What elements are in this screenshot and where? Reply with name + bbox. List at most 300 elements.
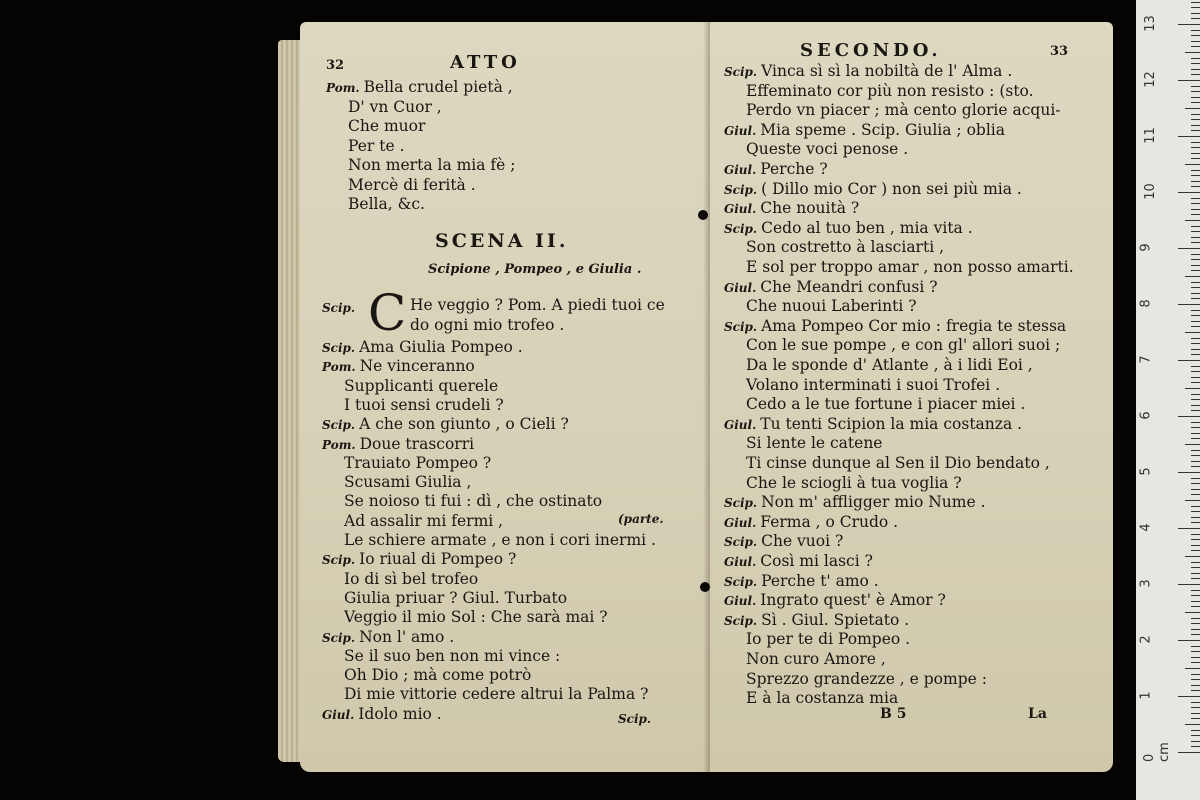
- ruler-tick: [1191, 702, 1200, 703]
- ruler-tick: [1191, 674, 1200, 675]
- text-line: [746, 258, 1074, 277]
- line-text: Che Meandri confusi ?: [760, 277, 938, 296]
- ruler-tick: [1185, 668, 1200, 669]
- ruler-tick: [1191, 203, 1200, 204]
- ruler-tick: [1191, 58, 1200, 59]
- ruler-tick: [1191, 102, 1200, 103]
- ruler-tick: [1191, 7, 1200, 8]
- text-line: [746, 650, 886, 669]
- line-text: Perche t' amo .: [761, 571, 879, 590]
- ruler-tick: [1191, 735, 1200, 736]
- ruler-tick: [1191, 142, 1200, 143]
- text-line: [344, 589, 567, 608]
- ruler-tick: [1185, 388, 1200, 389]
- ruler-number: 3: [1138, 579, 1154, 588]
- ruler-tick: [1191, 371, 1200, 372]
- text-line: [746, 336, 1060, 355]
- text-line: [348, 176, 476, 195]
- text-line: [344, 647, 560, 666]
- ruler-tick: [1191, 422, 1200, 423]
- line-text: Ama Giulia Pompeo .: [359, 338, 523, 356]
- ruler-tick: [1191, 455, 1200, 456]
- text-line: [322, 628, 454, 648]
- line-text: Scusami Giulia ,: [344, 473, 472, 492]
- ruler-tick: [1191, 478, 1200, 479]
- ruler-tick: [1191, 158, 1200, 159]
- line-text: Da le sponde d' Atlante , à i lidi Eoi ,: [746, 356, 1033, 374]
- ruler-tick: [1191, 746, 1200, 747]
- ruler-tick: [1191, 18, 1200, 19]
- ruler-tick: [1191, 399, 1200, 400]
- text-line: [344, 512, 503, 531]
- ruler-tick: [1191, 214, 1200, 215]
- ruler-tick: [1191, 730, 1200, 731]
- ruler-tick: [1191, 741, 1200, 742]
- text-line: [348, 137, 405, 156]
- ruler-tick: [1191, 310, 1200, 311]
- line-text: Mercè di ferità .: [348, 175, 476, 194]
- speaker-label: Giul.: [724, 594, 757, 609]
- text-line: [724, 415, 1022, 435]
- ruler-tick: [1191, 175, 1200, 176]
- page-number-right: 33: [1050, 44, 1069, 59]
- text-line: [724, 121, 1005, 141]
- ruler-tick: [1191, 517, 1200, 518]
- text-line: [746, 101, 1061, 120]
- text-line: [746, 356, 1033, 375]
- ruler-tick: [1191, 69, 1200, 70]
- ruler-tick: [1191, 461, 1200, 462]
- ruler-tick: [1191, 242, 1200, 243]
- ruler-tick: [1191, 153, 1200, 154]
- speaker-label: Scip.: [322, 341, 356, 355]
- ruler-tick: [1191, 494, 1200, 495]
- text-line: [746, 376, 1000, 395]
- ruler-tick: [1178, 752, 1200, 753]
- line-text: Con le sue pompe , e con gl' allori suoi ;: [746, 336, 1061, 355]
- line-text: Mia speme . Scip. Giulia ; oblia: [760, 120, 1005, 139]
- ruler-tick: [1191, 539, 1200, 540]
- ruler-tick: [1191, 438, 1200, 439]
- line-text: Non curo Amore ,: [746, 650, 886, 668]
- text-line: [724, 317, 1066, 337]
- text-line: [348, 98, 442, 117]
- ruler-tick: [1191, 226, 1200, 227]
- text-line: [344, 454, 491, 473]
- text-line: [724, 591, 946, 611]
- ruler-tick: [1178, 248, 1200, 249]
- ruler-tick: [1185, 220, 1200, 221]
- first-line-a: He veggio ? Pom. A piedi tuoi ce: [410, 296, 665, 314]
- line-text: Ama Pompeo Cor mio : fregia te stessa: [761, 316, 1067, 335]
- speaker-label: Giul.: [724, 515, 757, 530]
- ruler-tick: [1178, 24, 1200, 25]
- binding-hole: [700, 582, 710, 592]
- first-line-b: do ogni mio trofeo .: [410, 316, 565, 334]
- text-line: [746, 670, 987, 689]
- line-text: Io per te di Pompeo .: [746, 630, 911, 649]
- line-text: Se il suo ben non mi vince :: [344, 646, 561, 665]
- margin-note: (parte.: [618, 512, 664, 526]
- ruler-tick: [1191, 125, 1200, 126]
- text-line: [348, 117, 425, 136]
- ruler-tick: [1178, 472, 1200, 473]
- line-text: Che nouità ?: [760, 199, 860, 218]
- ruler-tick: [1191, 657, 1200, 658]
- ruler-tick: [1191, 287, 1200, 288]
- text-line: [344, 666, 531, 685]
- ruler-tick: [1191, 298, 1200, 299]
- ruler-tick: [1191, 651, 1200, 652]
- text-line: [344, 685, 648, 704]
- line-text: Effeminato cor più non resisto : (sto.: [746, 81, 1034, 100]
- speaker-label: Scip.: [724, 319, 758, 334]
- text-line: [344, 473, 471, 492]
- text-line: [746, 395, 1025, 414]
- ruler-tick: [1191, 114, 1200, 115]
- ruler-tick: [1191, 2, 1200, 3]
- line-text: Io di sì bel trofeo: [344, 569, 479, 588]
- ruler-number: 12: [1142, 71, 1158, 88]
- text-line: [322, 435, 474, 455]
- catchword-right: La: [1028, 706, 1047, 722]
- ruler-tick: [1191, 618, 1200, 619]
- ruler-tick: [1191, 410, 1200, 411]
- ruler-tick: [1191, 433, 1200, 434]
- ruler-tick: [1191, 181, 1200, 182]
- text-line: [724, 62, 1012, 82]
- text-line: [348, 195, 425, 214]
- ruler-tick: [1191, 97, 1200, 98]
- ruler-tick: [1191, 74, 1200, 75]
- ruler-number: 2: [1138, 635, 1154, 644]
- ruler-tick: [1191, 601, 1200, 602]
- ruler-tick: [1191, 91, 1200, 92]
- line-text: Se noioso ti fui : dì , che ostinato: [344, 492, 603, 511]
- ruler-tick: [1191, 450, 1200, 451]
- ruler-tick: [1185, 556, 1200, 557]
- line-text: Così mi lasci ?: [760, 552, 873, 570]
- ruler-tick: [1191, 394, 1200, 395]
- scena-title: SCENA II.: [435, 230, 569, 252]
- line-text: Che muor: [348, 117, 426, 135]
- ruler-number: 7: [1138, 355, 1154, 364]
- text-line: [724, 199, 859, 219]
- ruler-tick: [1191, 534, 1200, 535]
- ruler-number: 10: [1142, 183, 1158, 200]
- ruler-tick: [1191, 170, 1200, 171]
- line-text: A che son giunto , o Cieli ?: [359, 415, 569, 434]
- line-text: Trauiato Pompeo ?: [344, 453, 492, 472]
- ruler-tick: [1191, 382, 1200, 383]
- ruler-number: 6: [1138, 411, 1154, 420]
- text-line: [344, 492, 602, 511]
- ruler-tick: [1191, 35, 1200, 36]
- ruler-tick: [1191, 466, 1200, 467]
- line-text: Queste voci penose .: [746, 140, 909, 159]
- ruler-number: 11: [1142, 127, 1158, 144]
- speaker-label: Giul.: [724, 555, 757, 569]
- ruler-tick: [1191, 629, 1200, 630]
- speaker-label: Pom.: [322, 437, 356, 452]
- running-header-left: ATTO: [450, 52, 521, 73]
- ruler-tick: [1178, 192, 1200, 193]
- text-line: [746, 474, 962, 493]
- ruler-tick: [1191, 405, 1200, 406]
- speaker-label: Giul.: [322, 707, 355, 722]
- measurement-ruler: [1136, 0, 1200, 800]
- line-text: Doue trascorri: [359, 434, 475, 453]
- text-line: [724, 532, 843, 552]
- ruler-tick: [1185, 52, 1200, 53]
- speaker-label: Scip.: [322, 630, 356, 645]
- ruler-tick: [1178, 696, 1200, 697]
- ruler-tick: [1191, 511, 1200, 512]
- ruler-tick: [1191, 259, 1200, 260]
- running-header-right: SECONDO.: [800, 40, 942, 61]
- ruler-tick: [1178, 136, 1200, 137]
- ruler-tick: [1191, 578, 1200, 579]
- line-text: Che nuoui Laberinti ?: [746, 297, 917, 316]
- speaker-label: Pom.: [322, 360, 356, 375]
- open-book: [278, 22, 1113, 782]
- ruler-tick: [1191, 522, 1200, 523]
- ruler-tick: [1191, 86, 1200, 87]
- text-line: [348, 156, 516, 175]
- ruler-tick: [1191, 338, 1200, 339]
- ruler-tick: [1191, 41, 1200, 42]
- line-text: Non merta la mia fè ;: [348, 156, 516, 174]
- line-text: Sì . Giul. Spietato .: [761, 610, 910, 629]
- text-line: [322, 338, 523, 358]
- ruler-number: 13: [1142, 15, 1158, 32]
- ruler-tick: [1178, 360, 1200, 361]
- ruler-tick: [1191, 198, 1200, 199]
- text-line: [344, 570, 478, 589]
- line-text: Cedo a le tue fortune i piacer miei .: [746, 395, 1026, 414]
- catchword-left: Scip.: [618, 712, 652, 726]
- ruler-tick: [1191, 595, 1200, 596]
- speaker-label: Pom.: [326, 81, 360, 95]
- ruler-number: 4: [1138, 523, 1154, 532]
- ruler-tick: [1191, 315, 1200, 316]
- right-page: [710, 22, 1113, 772]
- speaker-label: Giul.: [724, 280, 757, 295]
- line-text: Non l' amo .: [359, 627, 455, 646]
- ruler-tick: [1191, 506, 1200, 507]
- text-line: [344, 396, 504, 415]
- line-text: Per te .: [348, 136, 405, 155]
- speaker-label: Scip.: [724, 613, 758, 628]
- text-line: [746, 689, 898, 708]
- ruler-tick: [1191, 293, 1200, 294]
- ruler-tick: [1191, 321, 1200, 322]
- text-line: [322, 357, 475, 377]
- text-line: [724, 611, 909, 631]
- ruler-tick: [1191, 343, 1200, 344]
- text-line: [724, 552, 873, 572]
- ruler-tick: [1191, 483, 1200, 484]
- ruler-tick: [1191, 63, 1200, 64]
- ruler-tick: [1191, 690, 1200, 691]
- line-text: Che vuoi ?: [761, 532, 844, 551]
- ruler-tick: [1191, 265, 1200, 266]
- ruler-tick: [1191, 326, 1200, 327]
- text-line: [322, 705, 442, 725]
- ruler-tick: [1191, 679, 1200, 680]
- ruler-tick: [1185, 444, 1200, 445]
- ruler-number: 1: [1138, 691, 1154, 700]
- text-line: [746, 434, 882, 453]
- line-text: Tu tenti Scipion la mia costanza .: [760, 414, 1023, 433]
- text-line: [322, 415, 569, 435]
- text-line: [746, 238, 944, 257]
- speaker-label: Scip.: [322, 553, 356, 568]
- text-line: [724, 219, 973, 239]
- ruler-tick: [1191, 282, 1200, 283]
- ruler-tick: [1191, 623, 1200, 624]
- line-text: Che le sciogli à tua voglia ?: [746, 473, 962, 492]
- line-text: Bella, &c.: [348, 195, 425, 213]
- ruler-tick: [1191, 237, 1200, 238]
- text-line: [724, 493, 986, 513]
- text-line: [344, 531, 656, 550]
- text-line: [746, 454, 1050, 473]
- speaker-label: Giul.: [724, 163, 757, 177]
- text-line: [746, 297, 917, 316]
- line-text: Le schiere armate , e non i cori inermi .: [344, 531, 656, 549]
- speaker-label: Scip.: [724, 182, 758, 197]
- text-line: [724, 278, 938, 298]
- speaker-label: Scip.: [724, 496, 758, 511]
- text-line: [724, 513, 898, 533]
- line-text: Veggio il mio Sol : Che sarà mai ?: [344, 608, 608, 627]
- line-text: Son costretto à lasciarti ,: [746, 238, 945, 257]
- ruler-tick: [1191, 567, 1200, 568]
- ruler-tick: [1191, 254, 1200, 255]
- line-text: Giulia priuar ? Giul. Turbato: [344, 588, 568, 607]
- ruler-tick: [1191, 354, 1200, 355]
- line-text: Si lente le catene: [746, 434, 883, 453]
- ruler-tick: [1185, 164, 1200, 165]
- ruler-tick: [1185, 612, 1200, 613]
- speaker-label: Giul.: [724, 123, 757, 138]
- ruler-tick: [1191, 707, 1200, 708]
- ruler-tick: [1185, 332, 1200, 333]
- text-line: [724, 572, 879, 592]
- ruler-tick: [1191, 685, 1200, 686]
- ruler-tick: [1191, 489, 1200, 490]
- text-line: [724, 180, 1022, 200]
- speaker-label: Giul.: [724, 202, 757, 217]
- line-text: Perdo vn piacer ; mà cento glorie acqui-: [746, 101, 1061, 120]
- line-text: Ad assalir mi fermi ,: [344, 511, 504, 530]
- ruler-tick: [1191, 30, 1200, 31]
- line-text: Ferma , o Crudo .: [760, 512, 899, 531]
- ruler-tick: [1191, 366, 1200, 367]
- ruler-number: 9: [1138, 243, 1154, 252]
- line-text: E à la costanza mia: [746, 689, 899, 708]
- speaker-label: Scip.: [724, 65, 758, 79]
- ruler-number: 5: [1138, 467, 1154, 476]
- line-text: I tuoi sensi crudeli ?: [344, 395, 504, 414]
- text-line: [344, 608, 608, 627]
- ruler-tick: [1191, 634, 1200, 635]
- line-text: Io riual di Pompeo ?: [359, 550, 517, 569]
- speaker-label: Scip.: [724, 221, 758, 236]
- text-line: [322, 550, 516, 570]
- ruler-number: 8: [1138, 299, 1154, 308]
- ruler-tick: [1191, 13, 1200, 14]
- line-text: Di mie vittorie cedere altrui la Palma ?: [344, 685, 649, 704]
- ruler-tick: [1185, 500, 1200, 501]
- line-text: Non m' affligger mio Nume .: [761, 493, 986, 512]
- text-line: [746, 140, 908, 159]
- line-text: Ne vinceranno: [359, 357, 475, 376]
- ruler-tick: [1191, 590, 1200, 591]
- line-text: Bella crudel pietà ,: [363, 78, 513, 96]
- text-line: [344, 377, 498, 396]
- ruler-tick: [1191, 231, 1200, 232]
- speaker-label: Giul.: [724, 417, 757, 432]
- line-text: Ingrato quest' è Amor ?: [760, 591, 946, 610]
- ruler-tick: [1191, 46, 1200, 47]
- ruler-tick: [1178, 416, 1200, 417]
- ruler-tick: [1178, 584, 1200, 585]
- speaker-label: Scip.: [322, 301, 356, 315]
- line-text: Vinca sì sì la nobiltà de l' Alma .: [761, 62, 1013, 80]
- ruler-tick: [1191, 662, 1200, 663]
- speaker-label: Scip.: [724, 535, 758, 550]
- line-text: E sol per troppo amar , non posso amarti.: [746, 258, 1074, 276]
- ruler-tick: [1178, 528, 1200, 529]
- drop-cap: C: [368, 284, 407, 342]
- ruler-tick: [1191, 646, 1200, 647]
- ruler-tick: [1191, 718, 1200, 719]
- ruler-tick: [1185, 108, 1200, 109]
- first-line-speaker-row: [322, 298, 359, 318]
- line-text: Ti cinse dunque al Sen il Dio bendato ,: [746, 454, 1050, 472]
- ruler-tick: [1178, 304, 1200, 305]
- ruler-tick: [1191, 349, 1200, 350]
- text-line: [746, 630, 910, 649]
- signature-mark: B 5: [880, 706, 907, 722]
- ruler-tick: [1191, 186, 1200, 187]
- ruler-tick: [1191, 130, 1200, 131]
- ruler-tick: [1191, 270, 1200, 271]
- ruler-tick: [1191, 606, 1200, 607]
- ruler-tick: [1191, 573, 1200, 574]
- left-page: [300, 22, 712, 772]
- line-text: Idolo mio .: [358, 704, 442, 723]
- ruler-tick: [1191, 427, 1200, 428]
- speaker-label: Scip.: [724, 574, 758, 589]
- text-line: [746, 82, 1034, 101]
- page-number-left: 32: [326, 58, 345, 73]
- line-text: Cedo al tuo ben , mia vita .: [761, 218, 973, 237]
- ruler-tick: [1185, 276, 1200, 277]
- line-text: Sprezzo grandezze , e pompe :: [746, 669, 987, 688]
- ruler-tick: [1178, 80, 1200, 81]
- text-line: [326, 78, 513, 98]
- ruler-tick: [1191, 209, 1200, 210]
- line-text: Perche ?: [760, 160, 828, 178]
- line-text: D' vn Cuor ,: [348, 97, 442, 116]
- ruler-tick: [1185, 724, 1200, 725]
- line-text: Volano interminati i suoi Trofei .: [746, 375, 1001, 394]
- ruler-tick: [1191, 377, 1200, 378]
- ruler-tick: [1178, 640, 1200, 641]
